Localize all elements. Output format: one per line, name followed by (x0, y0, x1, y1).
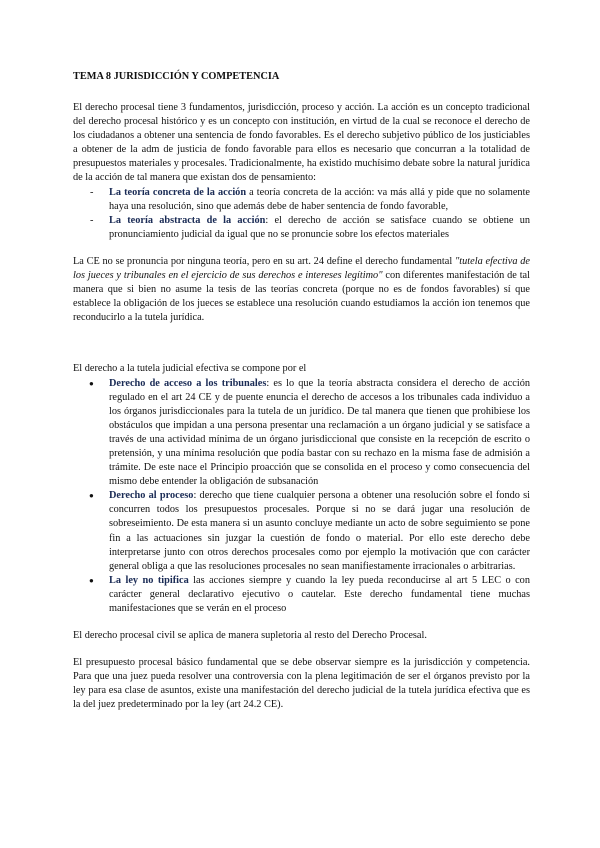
theory-term: La teoría concreta de la acción (109, 186, 247, 198)
list-item (73, 214, 530, 242)
bullet-marker: ● (89, 575, 94, 585)
intro-paragraph: El derecho procesal tiene 3 fundamentos, jurisdicción, proceso y acción. La acción es un concepto tradicional del derecho procesal histórico y es un concepto con institución, en virtud de la cual se reconoce el derecho de los ciudadanos a obtener una sentencia de fondo favorables. Es el derecho subjetivo público de los justiciables a obtener de la adm de justicia de fondo favorable para ellos es necesario que concurran a la totalidad de presupuestos materiales y procesales. Tradicionalmente, ha existido muchísimo debate sobre la natural jurídica de la acción de tal manera que existan dos de pensamiento: (73, 102, 530, 184)
theory-text: a teoría concreta de la acción: va más allá y pide que no solamente haya una resolución, sino que además debe de haber sentencia de fondo favorable, (109, 186, 530, 212)
list-item (73, 377, 530, 490)
bullet-marker: ● (89, 491, 94, 501)
list-item (73, 574, 530, 616)
list-item (73, 489, 530, 574)
competence-paragraph: El presupuesto procesal básico fundamental que se debe observar siempre es la jurisdicción y competencia. Para que una juez pueda resolver una controversia con la plena legitimación de ser el órganos previsto por la ley para esa clase de asuntos, existe una manifestación del derecho judicial de la tutela jurídica efectiva que es la del juez predeterminado por la ley (art 24.2 CE). (73, 657, 530, 711)
component-term: Derecho de acceso a los tribunales (109, 377, 267, 389)
theories-list (73, 186, 530, 242)
component-text: : derecho que tiene cualquier persona a obtener una resolución sobre el fondo si concurren todos los presupuestos procesales. Porque si no se dará jugar una resolución de sobreseimiento. De esta manera si un asunto concluye mediante un acto de sobre seguimiento se pone fin a las actuaciones sin juzgar la cuestión de fondo o material. Por ello este derecho debe interpretarse junto con otros derechos procesales como por ejemplo la motivación que con carácter general obliga a que las resoluciones procesales no sean manifiestamente irracionales o arbitrarias. (109, 490, 530, 572)
component-text: las acciones siempre y cuando la ley pueda reconducirse al art 5 LEC o con carácter general declarativo ejecutivo o cautelar. Este derecho fundamental tiene muchas manifestaciones que se verán en el proceso (109, 574, 530, 614)
paragraph-text: con diferentes manifestación de tal manera que si bien no asume la tesis de las teorías concreta (porque no es de fondos favorables) sí que establece la obligación de los jueces se establece una resolución cuando estudiamos la acción ion tenemos que reconducirlo a la tutela jurídica. (73, 270, 530, 324)
dash-marker: - (90, 214, 94, 226)
supletory-paragraph: El derecho procesal civil se aplica de manera supletoria al resto del Derecho Procesal. (73, 630, 427, 642)
components-intro: El derecho a la tutela judicial efectiva se compone por el (73, 363, 307, 375)
constitution-paragraph (73, 255, 530, 325)
theory-text: : el derecho de acción se satisface cuando se obtiene un pronunciamiento judicial da igual que no se pronuncie sobre los efectos materiales (109, 214, 530, 240)
bullet-marker: ● (89, 378, 94, 388)
component-text: : es lo que la teoría abstracta considera el derecho de acción regulado en el art 24 CE y de puente enuncia el derecho de accesos a los tribunales cada individuo a los órganos jurisdiccionales para la tutela de un jurídico. De tal manera que tienen que prohibiese los obstáculos que impidan a una persona presentar una reclamación a un órgano judicial y se satisface a través de una actividad mínima de un órgano jurisdiccional que consiste en la recepción de escrito o pretensión, y una mínima resolución que podía bastar con su rechazo en la misma fase de admisión a trámite. De este nace el Principio proacción que se consolida en el proceso y como consecuencia del mismo debe entender la obligación de subsanación (109, 377, 530, 488)
theory-term: La teoría abstracta de la acción (109, 214, 266, 226)
component-term: Derecho al proceso (109, 490, 194, 502)
components-list (73, 377, 530, 617)
paragraph-text: La CE no se pronuncia por ninguna teoría, pero en su art. 24 define el derecho fundamental (73, 255, 455, 267)
component-term: La ley no tipifica (109, 574, 189, 586)
quoted-text: "tutela efectiva de los jueces y tribunales en el ejercicio de sus derechos e intereses legítimo" (73, 255, 530, 282)
list-item (73, 186, 530, 214)
dash-marker: - (90, 186, 94, 198)
page-title: TEMA 8 JURISDICCIÓN Y COMPETENCIA (73, 71, 280, 82)
